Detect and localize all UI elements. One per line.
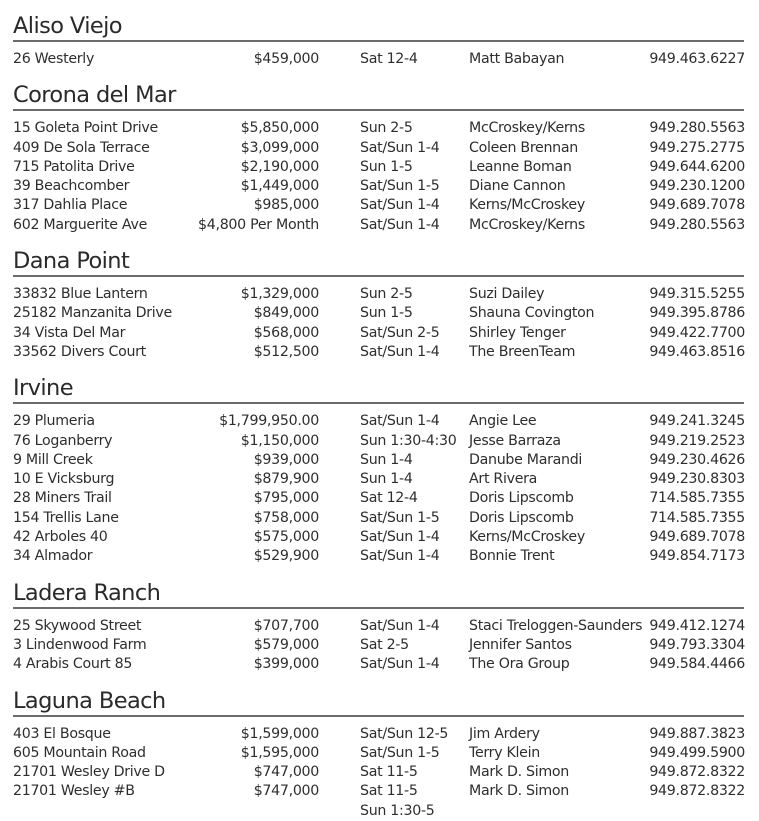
listing-row	[0, 744, 759, 763]
listing-row	[0, 489, 759, 508]
listing-open-house-time: Sun 1-4	[360, 471, 413, 488]
listing-address: 34 Almador	[13, 548, 93, 565]
listing-price: $849,000	[253, 305, 319, 322]
listing-address: 76 Loganberry	[13, 432, 113, 449]
listing-address: 39 Beachcomber	[13, 178, 130, 195]
listing-address: 154 Trellis Lane	[13, 509, 119, 526]
listing-address: 34 Vista Del Mar	[13, 324, 126, 341]
listing-rows	[0, 277, 759, 362]
listing-phone: 949.793.3304	[649, 636, 745, 653]
listing-agent: Angie Lee	[469, 413, 537, 430]
listing-row	[0, 139, 759, 158]
listing-agent: Matt Babayan	[469, 51, 565, 67]
listing-agent: The BreenTeam	[469, 343, 576, 360]
listing-open-house-time: Sat 12-4	[360, 51, 418, 67]
listing-open-house-time: Sat/Sun 1-4	[360, 216, 440, 233]
listing-phone: 949.887.3823	[649, 725, 745, 742]
listing-price: $568,000	[253, 324, 319, 341]
listing-open-house-time: Sat/Sun 2-5	[360, 324, 440, 341]
listing-agent: Diane Cannon	[469, 178, 566, 195]
listing-row	[0, 763, 759, 782]
listing-open-house-time: Sun 1-5	[360, 158, 413, 175]
listing-row	[0, 158, 759, 177]
listing-address: 42 Arboles 40	[13, 529, 108, 546]
listing-address: 21701 Wesley #B	[13, 783, 135, 800]
listing-phone: 949.241.3245	[649, 413, 745, 430]
listing-open-house-time: Sat/Sun 1-4	[360, 343, 440, 360]
listing-price: $1,449,000	[240, 178, 319, 195]
listing-rows	[0, 404, 759, 566]
city-heading: Laguna Beach	[13, 675, 744, 717]
listing-address: 9 Mill Creek	[13, 451, 93, 468]
listing-row	[0, 470, 759, 489]
listing-agent: Jennifer Santos	[469, 636, 572, 653]
listing-phone: 949.644.6200	[649, 158, 745, 175]
listing-agent: Shauna Covington	[469, 305, 595, 322]
listing-open-house-time: Sat/Sun 1-4	[360, 197, 440, 214]
listing-row	[0, 802, 759, 821]
listing-price: $459,000	[253, 51, 319, 67]
city-section	[0, 675, 759, 821]
city-heading: Irvine	[13, 362, 744, 404]
listing-row	[0, 324, 759, 343]
listing-price: $529,900	[253, 548, 319, 565]
listing-address: 409 De Sola Terrace	[13, 139, 150, 156]
listing-rows	[0, 717, 759, 821]
listing-price: $1,595,000	[240, 744, 319, 761]
listing-phone: 714.585.7355	[649, 490, 745, 507]
listing-price: $1,799,950.00	[219, 413, 319, 430]
listing-agent: Danube Marandi	[469, 451, 583, 468]
listing-open-house-time: Sun 2-5	[360, 120, 413, 137]
listing-agent: Coleen Brennan	[469, 139, 578, 156]
listing-agent: Mark D. Simon	[469, 764, 569, 781]
listing-phone: 949.689.7078	[649, 529, 745, 546]
listing-row	[0, 177, 759, 196]
listing-open-house-time: Sat/Sun 1-4	[360, 529, 440, 546]
city-section	[0, 0, 759, 69]
listing-price: $795,000	[253, 490, 319, 507]
listing-row	[0, 50, 759, 69]
listing-price: $399,000	[253, 656, 319, 673]
listing-phone: 949.872.8322	[649, 764, 745, 781]
listing-address: 33562 Divers Court	[13, 343, 146, 360]
listing-price: $5,850,000	[240, 120, 319, 137]
listing-phone: 949.315.5255	[649, 286, 745, 303]
listing-open-house-time: Sun 1:30-5	[360, 802, 435, 819]
listing-open-house-time: Sat 2-5	[360, 636, 409, 653]
listing-address: 317 Dahlia Place	[13, 197, 128, 214]
listing-row	[0, 528, 759, 547]
listing-open-house-time: Sat/Sun 1-4	[360, 413, 440, 430]
listing-price: $747,000	[253, 783, 319, 800]
listing-open-house-time: Sat/Sun 1-5	[360, 178, 440, 195]
listing-address: 3 Lindenwood Farm	[13, 636, 147, 653]
city-section	[0, 362, 759, 566]
listing-agent: The Ora Group	[469, 656, 570, 673]
listing-address: 26 Westerly	[13, 51, 95, 67]
listing-row	[0, 412, 759, 431]
city-heading: Corona del Mar	[13, 69, 744, 111]
city-section	[0, 69, 759, 235]
listing-row	[0, 119, 759, 138]
listing-phone: 949.280.5563	[649, 216, 745, 233]
listing-price: $2,190,000	[240, 158, 319, 175]
listing-price: $758,000	[253, 509, 319, 526]
listing-row	[0, 509, 759, 528]
listing-address: 403 El Bosque	[13, 725, 111, 742]
listing-agent: Jesse Barraza	[469, 432, 561, 449]
listing-row	[0, 343, 759, 362]
listing-phone: 949.463.6227	[649, 51, 745, 67]
listing-agent: Doris Lipscomb	[469, 509, 574, 526]
listing-price: $939,000	[253, 451, 319, 468]
listing-phone: 949.499.5900	[649, 744, 745, 761]
listing-rows	[0, 111, 759, 235]
listing-open-house-time: Sun 1-5	[360, 305, 413, 322]
listing-address: 15 Goleta Point Drive	[13, 120, 158, 137]
listing-phone: 949.219.2523	[649, 432, 745, 449]
city-section	[0, 235, 759, 362]
listing-open-house-time: Sat/Sun 1-5	[360, 744, 440, 761]
listing-open-house-time: Sat 12-4	[360, 490, 418, 507]
listing-price: $1,599,000	[240, 725, 319, 742]
listing-agent: McCroskey/Kerns	[469, 120, 585, 137]
listing-price: $1,329,000	[240, 286, 319, 303]
listing-row	[0, 216, 759, 235]
city-section	[0, 567, 759, 675]
listing-phone: 949.280.5563	[649, 120, 745, 137]
listing-open-house-time: Sat/Sun 1-4	[360, 139, 440, 156]
listing-agent: Suzi Dailey	[469, 286, 545, 303]
listing-open-house-time: Sat/Sun 1-5	[360, 509, 440, 526]
listing-phone: 949.854.7173	[649, 548, 745, 565]
listing-agent: Leanne Boman	[469, 158, 572, 175]
listing-address: 4 Arabis Court 85	[13, 656, 133, 673]
listing-phone: 949.422.7700	[649, 324, 745, 341]
listing-price: $579,000	[253, 636, 319, 653]
listing-price: $512,500	[253, 343, 319, 360]
listing-open-house-time: Sat/Sun 1-4	[360, 656, 440, 673]
listing-agent: Mark D. Simon	[469, 783, 569, 800]
listing-agent: Bonnie Trent	[469, 548, 555, 565]
listing-row	[0, 285, 759, 304]
listing-open-house-time: Sat 11-5	[360, 764, 418, 781]
listing-address: 33832 Blue Lantern	[13, 286, 148, 303]
listing-address: 29 Plumeria	[13, 413, 95, 430]
listing-row	[0, 636, 759, 655]
listing-open-house-time: Sat/Sun 1-4	[360, 548, 440, 565]
listing-price: $747,000	[253, 764, 319, 781]
city-heading: Aliso Viejo	[13, 0, 744, 42]
listing-agent: Jim Ardery	[469, 725, 540, 742]
listing-open-house-time: Sun 1:30-4:30	[360, 432, 457, 449]
listing-price: $707,700	[253, 617, 319, 634]
listing-price: $1,150,000	[240, 432, 319, 449]
listing-address: 602 Marguerite Ave	[13, 216, 148, 233]
listing-price: $985,000	[253, 197, 319, 214]
city-heading: Ladera Ranch	[13, 567, 744, 609]
listing-phone: 949.230.4626	[649, 451, 745, 468]
listing-price: $575,000	[253, 529, 319, 546]
city-heading: Dana Point	[13, 235, 744, 277]
listing-row	[0, 196, 759, 215]
listing-row	[0, 617, 759, 636]
listing-price: $4,800 Per Month	[198, 216, 319, 233]
listing-phone: 949.230.8303	[649, 471, 745, 488]
listing-rows	[0, 42, 759, 69]
listing-phone: 949.463.8516	[649, 343, 745, 360]
listing-open-house-time: Sat/Sun 1-4	[360, 617, 440, 634]
listing-open-house-time: Sat/Sun 12-5	[360, 725, 449, 742]
listing-row	[0, 432, 759, 451]
listing-phone: 949.395.8786	[649, 305, 745, 322]
listing-row	[0, 451, 759, 470]
listing-rows	[0, 609, 759, 675]
listing-row	[0, 782, 759, 801]
listing-row	[0, 655, 759, 674]
listing-agent: Shirley Tenger	[469, 324, 566, 341]
listing-open-house-time: Sun 2-5	[360, 286, 413, 303]
listing-row	[0, 547, 759, 566]
listing-address: 715 Patolita Drive	[13, 158, 135, 175]
listing-address: 10 E Vicksburg	[13, 471, 115, 488]
listing-address: 605 Mountain Road	[13, 744, 146, 761]
listing-address: 28 Miners Trail	[13, 490, 112, 507]
listing-phone: 949.872.8322	[649, 783, 745, 800]
listing-agent: Terry Klein	[469, 744, 540, 761]
listing-phone: 949.689.7078	[649, 197, 745, 214]
listing-agent: Kerns/McCroskey	[469, 197, 585, 214]
listing-address: 25 Skywood Street	[13, 617, 142, 634]
listing-phone: 949.230.1200	[649, 178, 745, 195]
listing-phone: 714.585.7355	[649, 509, 745, 526]
listing-phone: 949.412.1274	[649, 617, 745, 634]
listing-agent: Kerns/McCroskey	[469, 529, 585, 546]
listing-row	[0, 725, 759, 744]
listing-agent: Staci Treloggen-Saunders	[469, 617, 643, 634]
listing-agent: McCroskey/Kerns	[469, 216, 585, 233]
listing-agent: Doris Lipscomb	[469, 490, 574, 507]
listing-open-house-time: Sun 1-4	[360, 451, 413, 468]
listing-open-house-time: Sat 11-5	[360, 783, 418, 800]
listing-row	[0, 304, 759, 323]
listing-agent: Art Rivera	[469, 471, 538, 488]
listing-phone: 949.584.4466	[649, 656, 745, 673]
listing-price: $879,900	[253, 471, 319, 488]
listing-address: 21701 Wesley Drive D	[13, 764, 165, 781]
listing-price: $3,099,000	[240, 139, 319, 156]
listing-address: 25182 Manzanita Drive	[13, 305, 172, 322]
listing-phone: 949.275.2775	[649, 139, 745, 156]
